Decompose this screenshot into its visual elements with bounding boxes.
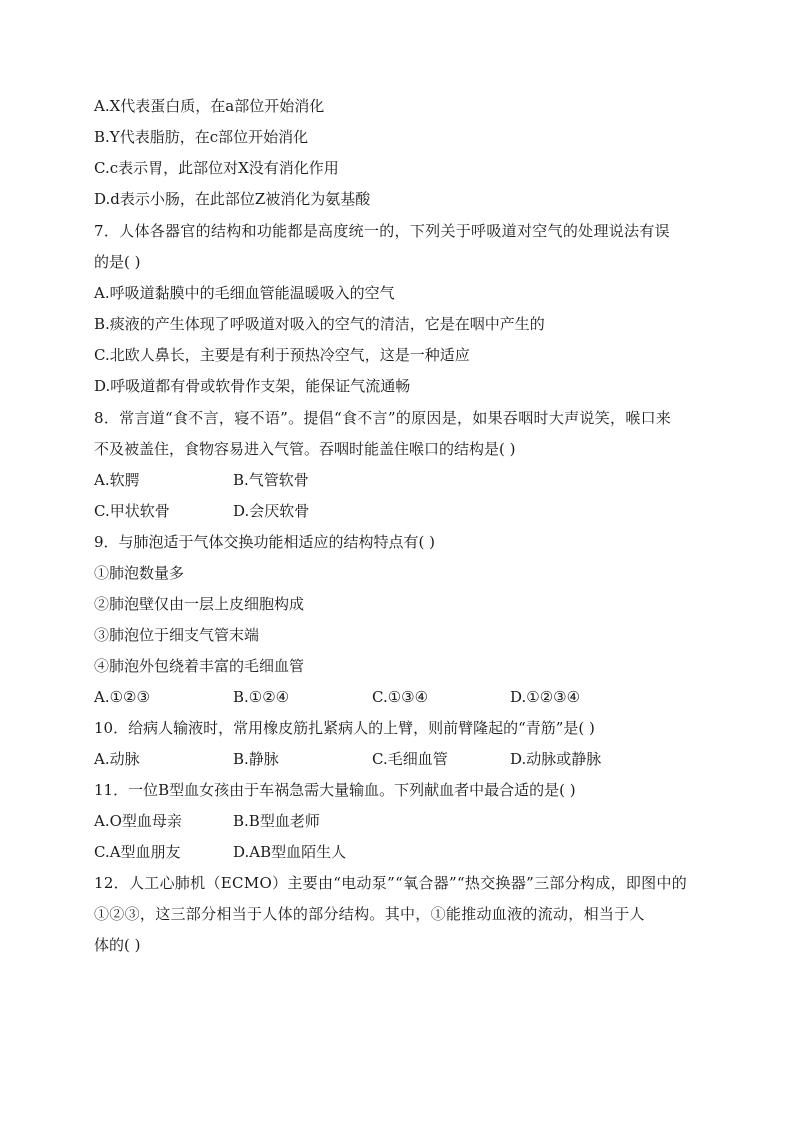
q10-option-a: A.动脉 [94,750,140,768]
q6-option-c: C.c表示胃，此部位对X没有消化作用 [94,159,339,177]
q9-item-3: ③肺泡位于细支气管末端 [94,626,260,644]
q6-option-b: B.Y代表脂肪，在c部位开始消化 [94,128,309,146]
q11-option-d: D.AB型血陌生人 [233,843,347,861]
q7-option-c: C.北欧人鼻长，主要是有利于预热冷空气，这是一种适应 [94,346,470,364]
q9-item-4: ④肺泡外包绕着丰富的毛细血管 [94,657,305,675]
q8-option-c: C.甲状软骨 [94,502,170,520]
q7-option-d: D.呼吸道都有骨或软骨作支架，能保证气流通畅 [94,377,411,395]
q10-option-c: C.毛细血管 [372,750,448,768]
q11-option-b: B.B型血老师 [233,812,320,830]
q9-option-d: D.①②③④ [510,688,581,706]
q11-option-a: A.O型血母亲 [94,812,182,830]
q6-option-d: D.d表示小肠，在此部位Z被消化为氨基酸 [94,190,371,208]
q6-option-a: A.X代表蛋白质，在a部位开始消化 [94,97,325,115]
q10-option-b: B.静脉 [233,750,279,768]
q7-stem-line1: 7．人体各器官的结构和功能都是高度统一的，下列关于呼吸道对空气的处理说法有误 [94,222,670,240]
q9-option-b: B.①②④ [233,688,290,706]
q9-stem: 9．与肺泡适于气体交换功能相适应的结构特点有( ) [94,533,436,551]
q9-item-1: ①肺泡数量多 [94,564,185,582]
q8-option-b: B.气管软骨 [233,471,309,489]
q11-option-c: C.A型血朋友 [94,843,181,861]
q7-stem-line2: 的是( ) [94,253,141,271]
q7-option-a: A.呼吸道黏膜中的毛细血管能温暖吸入的空气 [94,284,395,302]
q12-stem-line2: ①②③，这三部分相当于人体的部分结构。其中，①能推动血液的流动，相当于人 [94,905,645,923]
q11-stem: 11．一位B型血女孩由于车祸急需大量输血。下列献血者中最合适的是( ) [94,781,576,799]
q8-stem-line1: 8．常言道“食不言，寝不语”。提倡“食不言”的原因是，如果吞咽时大声说笑，喉口来 [94,409,672,427]
q10-stem: 10．给病人输液时，常用橡皮筋扎紧病人的上臂，则前臂隆起的“青筋”是( ) [94,719,595,737]
q12-stem-line3: 体的( ) [94,936,141,954]
q10-option-d: D.动脉或静脉 [510,750,602,768]
q9-option-c: C.①③④ [372,688,429,706]
q8-option-a: A.软腭 [94,471,140,489]
q8-stem-line2: 不及被盖住，食物容易进入气管。吞咽时能盖住喉口的结构是( ) [94,440,516,458]
q12-stem-line1: 12．人工心肺机（ECMO）主要由“电动泵”“氧合器”“热交换器”三部分构成，即图中的 [94,874,688,892]
q9-item-2: ②肺泡壁仅由一层上皮细胞构成 [94,595,305,613]
q7-option-b: B.痰液的产生体现了呼吸道对吸入的空气的清洁，它是在咽中产生的 [94,315,545,333]
q8-option-d: D.会厌软骨 [233,502,310,520]
q9-option-a: A.①②③ [94,688,150,706]
